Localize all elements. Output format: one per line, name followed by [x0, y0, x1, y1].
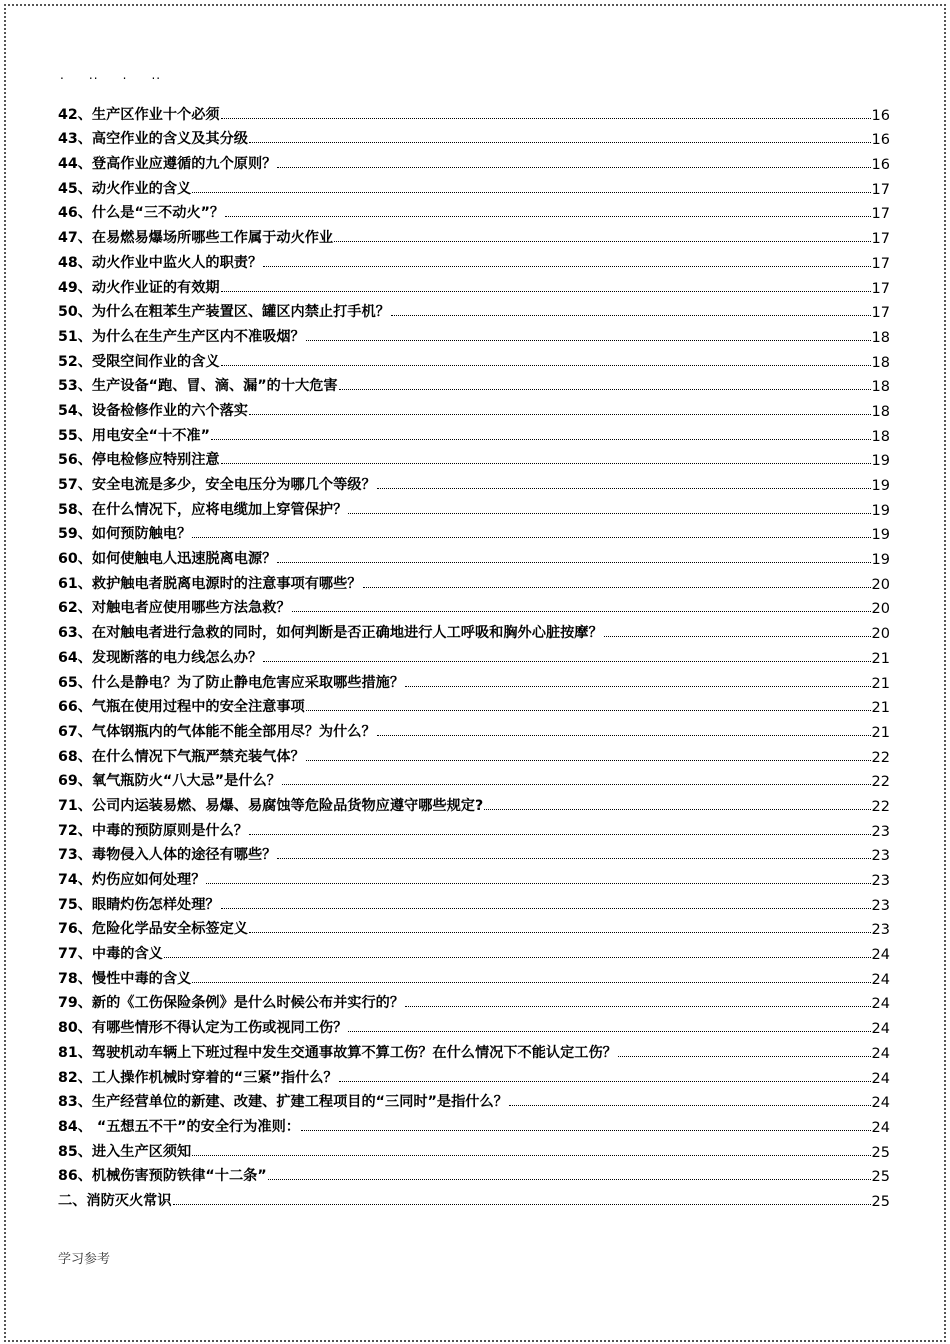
toc-entry-title: 46、什么是“三不动火”？ [58, 205, 225, 222]
toc-entry[interactable] [58, 222, 890, 247]
toc-entry[interactable] [58, 1136, 890, 1161]
toc-entry[interactable] [58, 914, 890, 939]
toc-entry-page: 17 [871, 206, 890, 223]
toc-entry-title: 82、工人操作机械时穿着的“三紧”指什么？ [58, 1069, 338, 1086]
toc-entry-page: 24 [871, 1070, 890, 1087]
toc-entry[interactable] [58, 667, 890, 692]
toc-entry-title: 67、气体钢瓶内的气体能不能全部用尽？为什么？ [58, 723, 376, 740]
toc-entry-title: 76、危险化学品安全标签定义 [58, 921, 248, 938]
toc-entry[interactable] [58, 99, 890, 124]
toc-dot-leader [604, 636, 871, 637]
toc-dot-leader [221, 365, 871, 366]
toc-entry[interactable] [58, 1087, 890, 1112]
toc-entry-page: 21 [871, 724, 890, 741]
toc-dot-leader [363, 587, 871, 588]
toc-dot-leader [301, 1130, 871, 1131]
toc-dot-leader [249, 414, 871, 415]
toc-dot-leader [249, 834, 871, 835]
toc-entry-title: 83、生产经营单位的新建、改建、扩建工程项目的“三同时”是指什么？ [58, 1094, 508, 1111]
toc-entry[interactable] [58, 494, 890, 519]
toc-entry-page: 16 [871, 107, 890, 124]
toc-dot-leader [282, 784, 871, 785]
toc-entry-page: 24 [871, 971, 890, 988]
toc-entry-page: 18 [871, 354, 890, 371]
table-of-contents [58, 99, 890, 1210]
toc-dot-leader [249, 142, 871, 143]
toc-dot-leader [306, 760, 871, 761]
toc-entry[interactable] [58, 173, 890, 198]
toc-entry-page: 19 [871, 453, 890, 470]
toc-entry-title: 80、有哪些情形不得认定为工伤或视同工伤？ [58, 1020, 348, 1037]
toc-entry-page: 17 [871, 181, 890, 198]
toc-entry-title: 45、动火作业的含义 [58, 180, 192, 197]
toc-entry[interactable] [58, 469, 890, 494]
toc-entry[interactable] [58, 1037, 890, 1062]
toc-dot-leader [268, 1179, 871, 1180]
toc-dot-leader [192, 192, 870, 193]
toc-entry[interactable] [58, 148, 890, 173]
toc-dot-leader [225, 216, 870, 217]
toc-entry[interactable] [58, 371, 890, 396]
toc-entry-page: 24 [871, 947, 890, 964]
toc-dot-leader [173, 1204, 871, 1205]
header-marks: . .. . .. [60, 68, 162, 82]
toc-entry-title: 61、救护触电者脱离电源时的注意事项有哪些？ [58, 575, 362, 592]
toc-dot-leader [192, 982, 870, 983]
toc-entry-title: 75、眼睛灼伤怎样处理？ [58, 896, 220, 913]
toc-entry-page: 23 [871, 823, 890, 840]
toc-entry[interactable] [58, 593, 890, 618]
toc-entry-title: 43、高空作业的含义及其分级 [58, 131, 248, 148]
toc-dot-leader [377, 735, 871, 736]
toc-entry-title: 71、公司内运装易燃、易爆、易腐蚀等危险品货物应遵守哪些规定? [58, 797, 484, 814]
toc-dot-leader [192, 537, 870, 538]
toc-entry-title: 78、慢性中毒的含义 [58, 970, 192, 987]
toc-entry-title: 57、安全电流是多少，安全电压分为哪几个等级？ [58, 477, 376, 493]
toc-entry-title: 47、在易燃易爆场所哪些工作属于动火作业 [58, 230, 334, 247]
toc-entry-page: 25 [871, 1193, 890, 1210]
toc-entry-page: 24 [871, 1021, 890, 1038]
toc-entry-page: 19 [871, 478, 890, 494]
toc-entry-title: 55、用电安全“十不准” [58, 427, 210, 444]
toc-entry-page: 24 [871, 1095, 890, 1112]
toc-entry-page: 20 [871, 601, 890, 618]
toc-entry[interactable] [58, 642, 890, 667]
page-footer: 学习参考 [58, 1252, 111, 1267]
toc-dot-leader [221, 463, 871, 464]
toc-entry[interactable] [58, 692, 890, 717]
toc-dot-leader [164, 957, 871, 958]
toc-dot-leader [618, 1056, 871, 1057]
toc-entry-page: 22 [871, 749, 890, 766]
toc-entry-page: 18 [871, 379, 890, 396]
toc-entry[interactable] [58, 790, 890, 815]
toc-entry-title: 42、生产区作业十个必须 [58, 106, 220, 123]
toc-entry[interactable] [58, 420, 890, 445]
toc-entry-title: 68、在什么情况下气瓶严禁充装气体？ [58, 748, 305, 765]
toc-entry-page: 19 [871, 527, 890, 544]
toc-entry[interactable] [58, 716, 890, 741]
toc-entry[interactable] [58, 124, 890, 149]
toc-dot-leader [339, 1081, 871, 1082]
toc-entry-page: 18 [871, 329, 890, 346]
toc-entry[interactable] [58, 889, 890, 914]
toc-entry-page: 17 [871, 280, 890, 297]
toc-entry-page: 17 [871, 305, 890, 322]
toc-entry-title: 79、新的《工伤保险条例》是什么时候公布并实行的？ [58, 995, 405, 1012]
toc-dot-leader [221, 908, 871, 909]
toc-entry-title: 53、生产设备“跑、冒、滴、漏”的十大危害 [58, 378, 338, 395]
toc-entry-page: 22 [871, 798, 890, 815]
toc-entry[interactable] [58, 1161, 890, 1186]
toc-entry-page: 25 [871, 1169, 890, 1186]
toc-entry[interactable] [58, 766, 890, 791]
toc-entry-title: 64、发现断落的电力线怎么办？ [58, 649, 263, 666]
toc-entry[interactable] [58, 741, 890, 766]
toc-dot-leader [484, 809, 870, 810]
toc-dot-leader [339, 389, 871, 390]
toc-entry-page: 20 [871, 576, 890, 593]
toc-entry-page: 19 [871, 552, 890, 569]
toc-entry-page: 21 [871, 675, 890, 692]
toc-entry-title: 81、驾驶机动车辆上下班过程中发生交通事故算不算工伤？在什么情况下不能认定工伤？ [58, 1044, 617, 1061]
toc-entry-title: 59、如何预防触电？ [58, 526, 192, 543]
toc-entry-page: 19 [871, 502, 890, 519]
toc-entry[interactable] [58, 346, 890, 371]
toc-entry[interactable] [58, 247, 890, 272]
toc-entry-title: 49、动火作业证的有效期 [58, 279, 220, 296]
toc-entry[interactable] [58, 395, 890, 420]
toc-dot-leader [263, 661, 870, 662]
toc-entry[interactable] [58, 938, 890, 963]
toc-entry-title: 63、在对触电者进行急救的同时，如何判断是否正确地进行人工呼吸和胸外心脏按摩？ [58, 625, 603, 642]
toc-entry-page: 23 [871, 897, 890, 914]
toc-dot-leader [263, 266, 870, 267]
toc-dot-leader [306, 710, 871, 711]
toc-dot-leader [221, 118, 871, 119]
toc-entry-page: 24 [871, 1045, 890, 1062]
toc-entry[interactable] [58, 1185, 890, 1210]
toc-dot-leader [348, 1031, 870, 1032]
toc-entry-page: 21 [871, 700, 890, 717]
toc-dot-leader [391, 315, 871, 316]
toc-entry-page: 24 [871, 1119, 890, 1136]
toc-dot-leader [206, 883, 870, 884]
toc-entry-page: 18 [871, 428, 890, 445]
toc-entry-page: 23 [871, 848, 890, 865]
toc-entry-page: 16 [871, 132, 890, 149]
toc-dot-leader [306, 340, 871, 341]
toc-entry[interactable] [58, 963, 890, 988]
toc-entry-title: 44、登高作业应遵循的九个原则？ [58, 156, 277, 173]
toc-entry-title: 69、氧气瓶防火“八大忌”是什么？ [58, 773, 281, 790]
toc-entry-title: 60、如何使触电人迅速脱离电源？ [58, 551, 277, 568]
toc-entry[interactable] [58, 272, 890, 297]
toc-entry-title: 50、为什么在粗苯生产装置区、罐区内禁止打手机？ [58, 304, 390, 321]
toc-entry[interactable] [58, 864, 890, 889]
toc-entry[interactable] [58, 519, 890, 544]
toc-entry-title: 48、动火作业中监火人的职责？ [58, 254, 263, 271]
toc-entry[interactable] [58, 543, 890, 568]
toc-dot-leader [249, 932, 871, 933]
toc-entry-page: 18 [871, 403, 890, 420]
toc-entry-page: 25 [871, 1144, 890, 1161]
toc-dot-leader [277, 858, 870, 859]
toc-entry-title: 72、中毒的预防原则是什么？ [58, 822, 248, 839]
toc-entry-title: 54、设备检修作业的六个落实 [58, 402, 248, 419]
toc-entry-page: 16 [871, 157, 890, 174]
toc-entry-title: 52、受限空间作业的含义 [58, 353, 220, 370]
toc-entry[interactable] [58, 1062, 890, 1087]
toc-dot-leader [211, 439, 871, 440]
toc-entry-title: 65、什么是静电？为了防止静电危害应采取哪些措施？ [58, 674, 405, 691]
toc-entry-page: 21 [871, 650, 890, 667]
toc-dot-leader [377, 488, 871, 489]
toc-dot-leader [192, 1155, 870, 1156]
toc-entry[interactable] [58, 617, 890, 642]
toc-entry[interactable] [58, 297, 890, 322]
toc-dot-leader [405, 1006, 870, 1007]
toc-entry[interactable] [58, 321, 890, 346]
toc-dot-leader [348, 513, 870, 514]
toc-entry[interactable] [58, 840, 890, 865]
toc-entry[interactable] [58, 445, 890, 470]
toc-entry-title: 74、灼伤应如何处理？ [58, 872, 206, 888]
toc-entry[interactable] [58, 198, 890, 223]
toc-dot-leader [334, 241, 870, 242]
toc-dot-leader [405, 686, 870, 687]
toc-entry[interactable] [58, 568, 890, 593]
toc-entry-title: 86、机械伤害预防铁律“十二条” [58, 1168, 267, 1185]
toc-entry-title: 73、毒物侵入人体的途径有哪些？ [58, 847, 277, 864]
toc-dot-leader [277, 167, 870, 168]
toc-entry-title: 二、消防灭火常识 [58, 1192, 172, 1209]
toc-entry-title: 84、 “五想五不干”的安全行为准则： [58, 1118, 300, 1135]
toc-entry-title: 77、中毒的含义 [58, 946, 163, 963]
toc-entry-page: 22 [871, 774, 890, 791]
toc-entry-page: 17 [871, 255, 890, 272]
toc-entry-page: 20 [871, 626, 890, 643]
toc-entry-title: 62、对触电者应使用哪些方法急救？ [58, 600, 291, 617]
toc-entry-title: 66、气瓶在使用过程中的安全注意事项 [58, 699, 305, 716]
toc-entry-title: 58、在什么情况下，应将电缆加上穿管保护？ [58, 501, 348, 518]
toc-entry[interactable] [58, 1012, 890, 1037]
toc-entry-title: 85、进入生产区须知 [58, 1143, 192, 1160]
toc-entry[interactable] [58, 1111, 890, 1136]
toc-entry-page: 17 [871, 231, 890, 248]
toc-entry[interactable] [58, 988, 890, 1013]
toc-entry-title: 56、停电检修应特别注意 [58, 452, 220, 469]
toc-entry-page: 24 [871, 996, 890, 1013]
toc-entry[interactable] [58, 815, 890, 840]
toc-entry-page: 23 [871, 873, 890, 889]
toc-dot-leader [221, 291, 871, 292]
toc-entry-title: 51、为什么在生产生产区内不准吸烟？ [58, 328, 305, 345]
toc-dot-leader [509, 1105, 871, 1106]
toc-dot-leader [292, 611, 871, 612]
toc-entry-page: 23 [871, 922, 890, 939]
toc-dot-leader [277, 562, 870, 563]
